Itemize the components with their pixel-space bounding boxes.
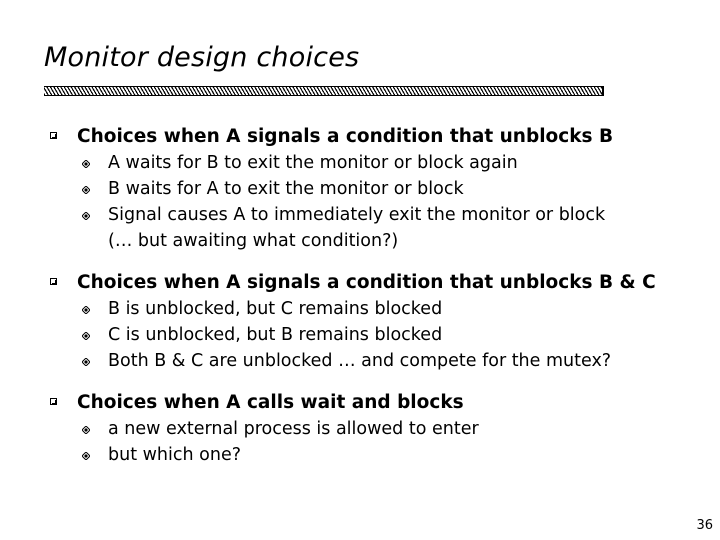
sub-bullet-line: Both B & C are unblocked … and compete for the mutex? (108, 351, 612, 371)
sub-bullet-item (77, 416, 710, 442)
bullet-group (50, 390, 710, 468)
diamond-bullet-icon (82, 452, 90, 460)
bullet-text: Choices when A calls wait and blocks (77, 392, 464, 413)
diamond-bullet-icon (82, 160, 90, 168)
sub-bullet-item (77, 150, 710, 176)
sub-bullet-item (77, 442, 710, 468)
sub-bullet-line: a new external process is allowed to enter (108, 419, 479, 439)
bullet-item (50, 270, 710, 296)
sub-bullet-text (108, 322, 710, 348)
sub-bullet-line: B waits for A to exit the monitor or block (108, 179, 464, 199)
diamond-bullet-icon (82, 358, 90, 366)
sub-bullet-line: C is unblocked, but B remains blocked (108, 325, 443, 345)
page-number: 36 (696, 518, 713, 533)
sub-bullet-item (77, 296, 710, 322)
title-underline-end (602, 86, 604, 96)
sub-bullet-text (108, 442, 710, 468)
diamond-bullet-icon (82, 306, 90, 314)
sub-bullet-text (108, 348, 710, 374)
square-bullet-icon (50, 132, 57, 139)
diamond-bullet-icon (82, 212, 90, 220)
bullet-group (50, 124, 710, 254)
title-underline (44, 86, 602, 96)
bullet-item (50, 390, 710, 416)
sub-bullet-line: A waits for B to exit the monitor or block again (108, 153, 518, 173)
sub-bullet-item (77, 348, 710, 374)
sub-bullet-item (77, 176, 710, 202)
sub-bullet-line: but which one? (108, 445, 242, 465)
sub-bullet-text (108, 176, 710, 202)
sub-bullet-text (108, 150, 710, 176)
diamond-bullet-icon (82, 426, 90, 434)
diamond-bullet-icon (82, 186, 90, 194)
bullet-text: Choices when A signals a condition that unblocks B & C (77, 272, 656, 293)
sub-bullet-item (77, 322, 710, 348)
bullet-item (50, 124, 710, 150)
bullet-list (50, 124, 710, 484)
slide-title: Monitor design choices (44, 42, 360, 73)
sub-bullet-line: B is unblocked, but C remains blocked (108, 299, 443, 319)
square-bullet-icon (50, 398, 57, 405)
bullet-text: Choices when A signals a condition that unblocks B (77, 126, 614, 147)
diamond-bullet-icon (82, 332, 90, 340)
bullet-group (50, 270, 710, 374)
sub-bullet-text (108, 296, 710, 322)
sub-bullet-line: (… but awaiting what condition?) (108, 231, 399, 251)
sub-bullet-item (77, 202, 710, 254)
sub-bullet-text (108, 416, 710, 442)
square-bullet-icon (50, 278, 57, 285)
sub-bullet-text (108, 202, 710, 254)
sub-bullet-line: Signal causes A to immediately exit the monitor or block (108, 205, 606, 225)
